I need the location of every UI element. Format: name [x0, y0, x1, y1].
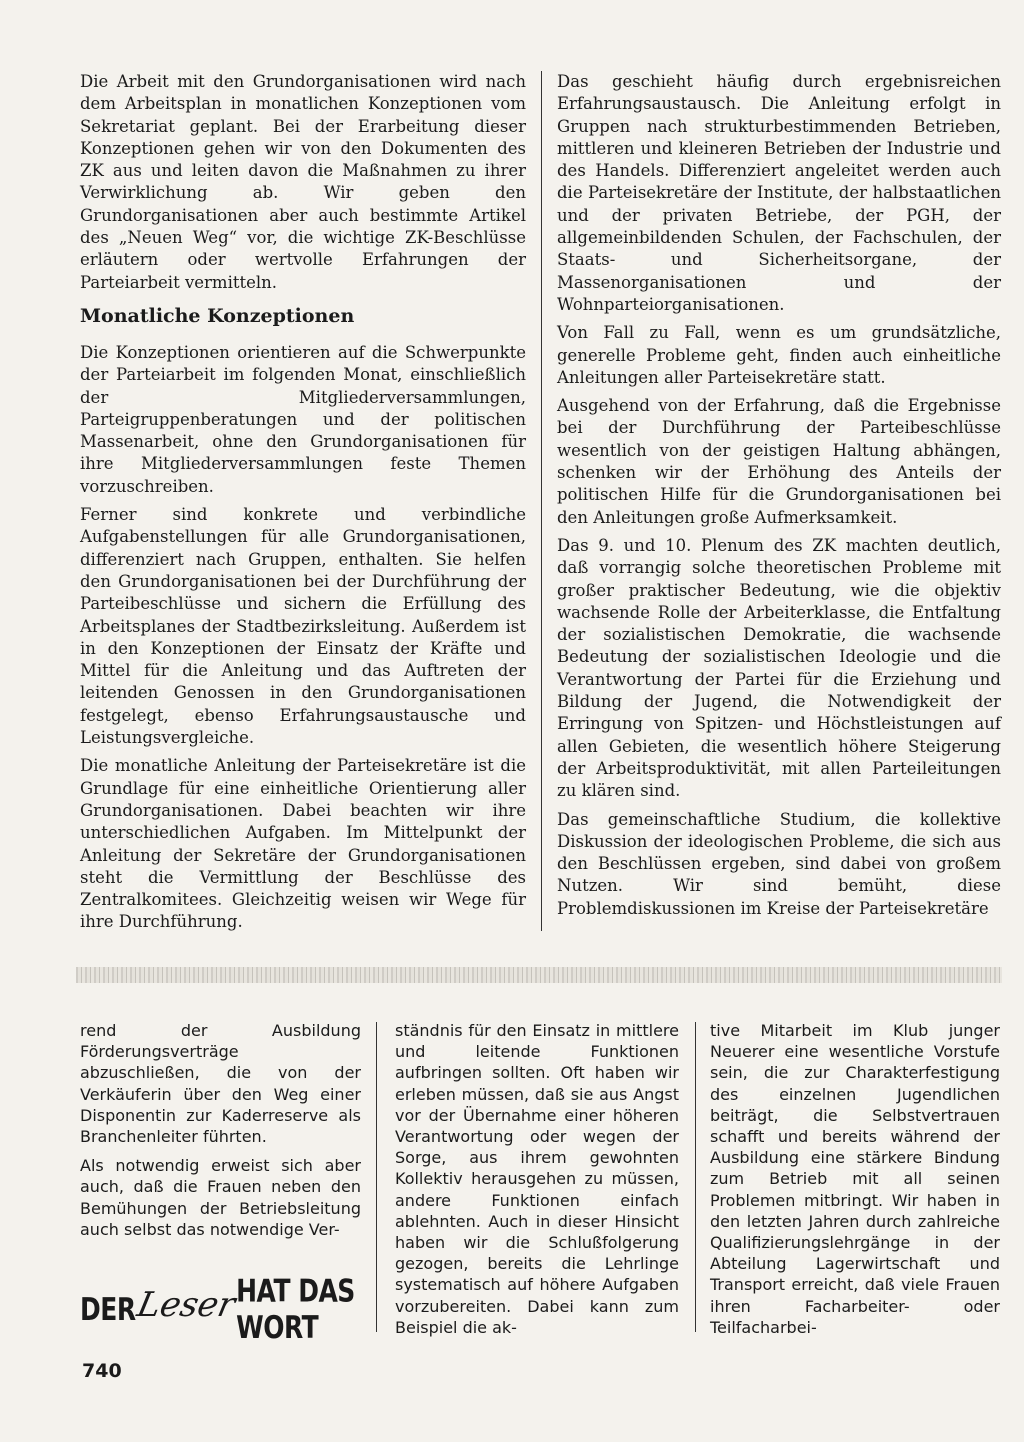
- masthead-leser: Leser: [133, 1285, 239, 1325]
- paragraph: Das 9. und 10. Plenum des ZK machten deutlich, daß vorrangig solche theoretischen Probleme mit großer praktischer Bedeutung, wie die objektiv wachsende Rolle der Arbeiterklasse, die Entfaltung der sozialistischen Demokratie, die wachsende Bedeutung der sozialistischen Ideologie und die Verantwortung der Partei für die Erziehung und Bildung der Jugend, die Notwendigkeit der Erringung von Spitzen- und Höchstleistungen auf allen Gebieten, die wesentlich höhere Steigerung der Arbeitsproduktivität, mit allen Parteileitungen zu klären sind.: [557, 535, 1001, 801]
- paragraph: Von Fall zu Fall, wenn es um grundsätzliche, generelle Probleme geht, finden auch einheitliche Anleitungen aller Parteisekretäre statt.: [557, 323, 1001, 387]
- reader-column-1: [80, 1020, 361, 1248]
- paragraph: tive Mitarbeit im Klub junger Neuerer eine wesentliche Vorstufe sein, die zur Charakterfestigung des einzelnen Jugendlichen beiträgt, die Selbstvertrauen schafft und bereits während der Ausbildung eine stärkere Bindung zum Betrieb mit all seinen Problemen mitbringt. Wir haben in den letzten Jahren durch zahlreiche Qualifizierungslehrgänge in der Abteilung Lagerwirtschaft und Transport erreicht, daß viele Frauen ihren Facharbeiter- oder Teilfacharbei-: [710, 1021, 1000, 1337]
- paragraph: Als notwendig erweist sich aber auch, daß die Frauen neben den Bemühungen der Betriebsleitung auch selbst das notwendige Ver-: [80, 1156, 361, 1239]
- paragraph: Ferner sind konkrete und verbindliche Aufgabenstellungen für alle Grundorganisationen, differenziert nach Gruppen, enthalten. Sie helfen den Grundorganisationen bei der Durchführung der Parteibeschlüsse und sichern die Erfüllung des Arbeitsplanes der Stadtbezirksleitung. Außerdem ist in den Konzeptionen der Einsatz der Kräfte und Mittel für die Anleitung und das Auftreten der leitenden Genossen in den Grundorganisationen festgelegt, ebenso Erfahrungsaustausche und Leistungsvergleiche.: [80, 505, 526, 748]
- section-heading: Monatliche Konzeptionen: [80, 304, 355, 327]
- page-number: 740: [82, 1360, 122, 1382]
- column-divider: [695, 1022, 696, 1332]
- paragraph: Die Konzeptionen orientieren auf die Schwerpunkte der Parteiarbeit im folgenden Monat, einschließlich der Mitgliederversammlungen, Parteigruppenberatungen und der politischen Massenarbeit, ohne den Grundorganisationen für ihre Mitgliederversammlungen feste Themen vorzuschreiben.: [80, 342, 526, 496]
- reader-section-masthead: [80, 1272, 370, 1346]
- section-separator-band: [76, 967, 1002, 983]
- column-divider: [376, 1022, 377, 1332]
- column-divider: [541, 71, 542, 931]
- paragraph: Die monatliche Anleitung der Parteisekretäre ist die Grundlage für eine einheitliche Orientierung aller Grundorganisationen. Dabei beachten wir ihre unterschiedlichen Aufgaben. Im Mittelpunkt der Anleitung der Sekretäre der Grundorganisationen steht die Vermittlung der Beschlüsse des Zentralkomitees. Gleichzeitig weisen wir Wege für ihre Durchführung.: [80, 756, 526, 932]
- masthead-der: DER: [80, 1290, 136, 1328]
- paragraph: Ausgehend von der Erfahrung, daß die Ergebnisse bei der Durchführung der Parteibeschlüsse wesentlich von der geistigen Haltung abhängen, schenken wir der Erhöhung des Anteils der politischen Hilfe für die Grundorganisationen bei den Anleitungen große Aufmerksamkeit.: [557, 396, 1001, 527]
- paragraph: Die Arbeit mit den Grundorganisationen wird nach dem Arbeitsplan in monatlichen Konzeptionen vom Sekretariat geplant. Bei der Erarbeitung dieser Konzeptionen gehen wir von den Dokumenten des ZK aus und leiten davon die Maßnahmen zu ihrer Verwirklichung ab. Wir geben den Grundorganisationen aber auch bestimmte Artikel des „Neuen Weg“ vor, die wichtige ZK-Beschlüsse erläutern oder wertvolle Erfahrungen der Parteiarbeit vermitteln.: [80, 72, 526, 292]
- paragraph: Das gemeinschaftliche Studium, die kollektive Diskussion der ideologischen Probleme, die sich aus den Beschlüssen ergeben, sind dabei von großem Nutzen. Wir sind bemüht, diese Problemdiskussionen im Kreise der Parteisekretäre: [557, 809, 1001, 918]
- paragraph: Das geschieht häufig durch ergebnisreichen Erfahrungsaustausch. Die Anleitung erfolgt in Gruppen nach strukturbestimmenden Betrieben, mittleren und kleineren Betrieben der Industrie und des Handels. Differenziert angeleitet werden auch die Parteisekretäre der Institute, der halbstaatlichen und der privaten Betriebe, der PGH, der allgemeinbildenden Schulen, der Fachschulen, der Staats- und Sicherheitsorgane, der Massenorganisationen und der Wohnparteiorganisationen.: [557, 72, 1001, 314]
- reader-column-3: [710, 1020, 1000, 1346]
- masthead-hat-das-wort: HAT DAS WORT: [236, 1272, 355, 1346]
- article-column-2: [557, 71, 1001, 926]
- paragraph: rend der Ausbildung Förderungsverträge abzuschließen, die von der Verkäuferin über den Weg einer Disponentin zur Kaderreserve als Branchenleiter führten.: [80, 1021, 361, 1147]
- reader-column-2: [395, 1020, 679, 1346]
- article-column-1: [80, 71, 526, 940]
- paragraph: ständnis für den Einsatz in mittlere und leitende Funktionen aufbringen sollten. Oft haben wir erleben müssen, daß sie aus Angst vor der Übernahme einer höheren Verantwortung oder wegen der Sorge, aus ihrem gewohnten Kollektiv herausgehen zu müssen, andere Funktionen einfach ablehnten. Auch in dieser Hinsicht haben wir die Schlußfolgerung gezogen, bereits die Lehrlinge systematisch auf höhere Aufgaben vorzubereiten. Dabei kann zum Beispiel die ak-: [395, 1021, 679, 1337]
